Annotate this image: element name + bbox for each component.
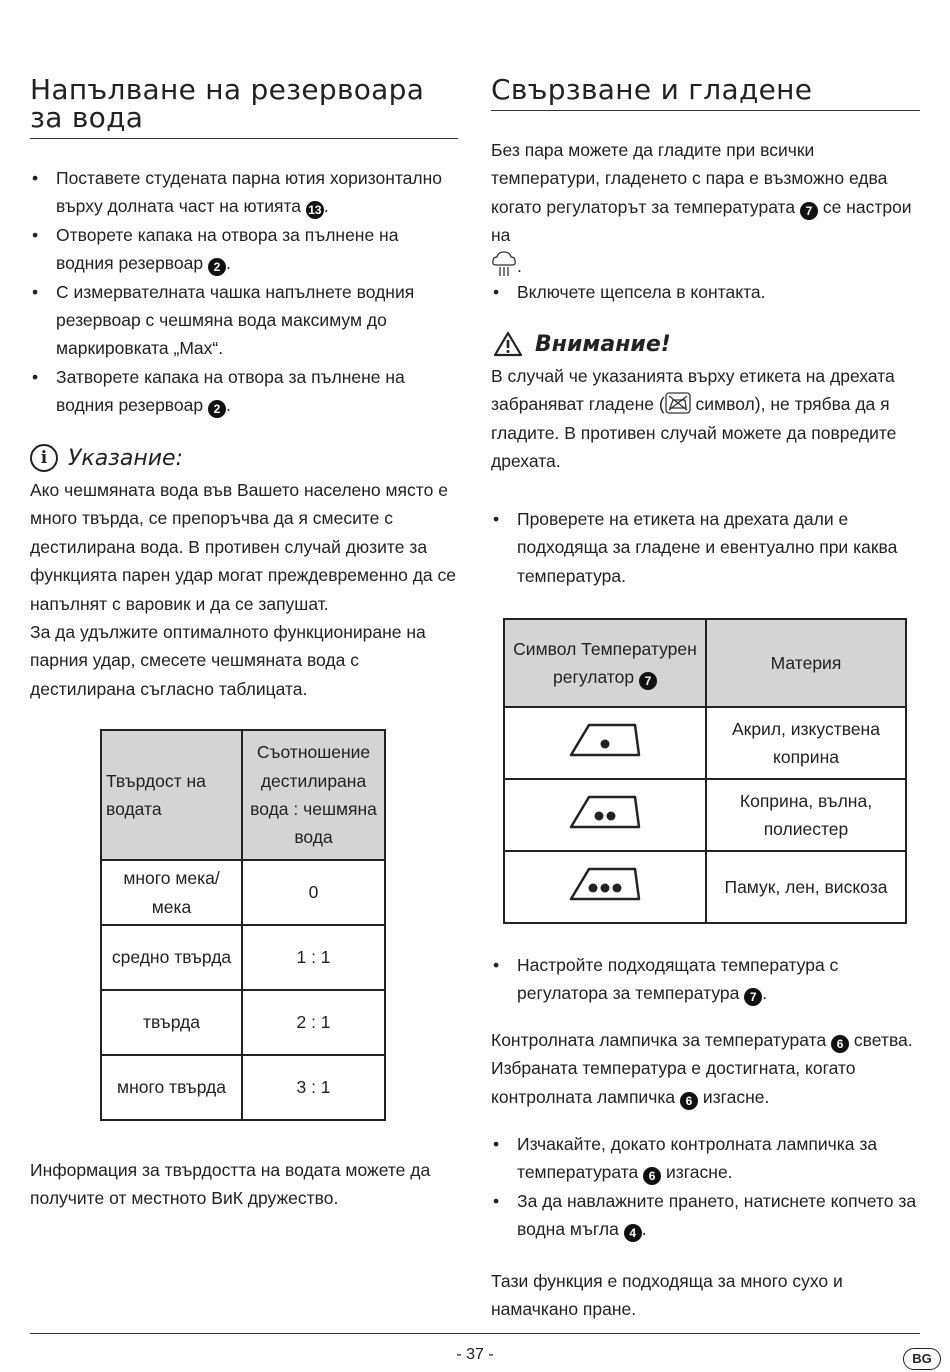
part-number-badge: 4 <box>624 1224 642 1242</box>
list-item: • Настройте подходящата температура с регулатора за температура 7 . <box>491 951 920 1008</box>
footer-divider <box>30 1333 920 1334</box>
part-number-badge: 2 <box>208 258 226 276</box>
table-row: твърда 2 : 1 <box>101 990 385 1055</box>
table-header-material: Материя <box>706 619 906 707</box>
iron-two-dots-icon <box>504 779 706 851</box>
page-number: - 37 - <box>456 1346 494 1363</box>
section-heading-filling: Напълване на резервоара за вода <box>30 76 458 139</box>
table-header-ratio: Съотношение дестилирана вода : чешмяна вода <box>242 730 385 860</box>
iron-one-dot-icon <box>504 707 706 779</box>
note-heading: i Указание: <box>30 444 183 472</box>
list-item: • Включете щепсела в контакта. <box>491 278 920 306</box>
list-item: • Изчакайте, докато контролната лампичка за температурата 6 изгасне. <box>491 1130 920 1187</box>
water-hardness-table <box>100 729 386 1121</box>
table-row: много твърда 3 : 1 <box>101 1055 385 1120</box>
set-temperature-list <box>491 951 920 1008</box>
language-badge: BG <box>903 1348 941 1370</box>
intro-paragraph: Без пара можете да гладите при всички температури, гладенето с пара е възможно едва когато регулаторът за температурата 7 се настрои на . <box>491 140 912 276</box>
warning-paragraph: В случай че указанията върху етикета на дрехата забраняват гладене ( символ), не трябва да я гладите. В противен случай можете да повредите дрехата. <box>491 366 897 472</box>
list-item: • Поставете студената парна ютия хоризонтално върху долната част на ютията 13 . <box>30 164 458 221</box>
table-header-symbol: Символ Температурен регулатор 7 <box>504 619 706 707</box>
part-number-badge: 7 <box>639 672 657 690</box>
steam-symbol-icon <box>491 250 517 278</box>
list-item: • Отворете капака на отвора за пълнене на водния резервоар 2 . <box>30 221 458 278</box>
warning-triangle-icon <box>493 331 523 357</box>
warning-heading: Внимание! <box>493 331 671 357</box>
part-number-badge: 7 <box>744 988 762 1006</box>
part-number-badge: 6 <box>831 1035 849 1053</box>
note-paragraph: Ако чешмяната вода във Вашето населено място е много твърда, се препоръчва да я смесите с дестилирана вода. В противен случай дюзите за функцията парен удар могат преждевременно да се напълнят с варовик и да се запушат. За да удължите оптималното функциониране на парния удар, смесете чешмяната вода с дестилирана съгласно таблицата. <box>30 480 456 699</box>
no-ironing-symbol-icon <box>665 392 691 414</box>
filling-steps-list <box>30 164 458 420</box>
temperature-table <box>503 618 907 924</box>
list-item: • Проверете на етикета на дрехата дали е подходяща за гладене и евентуално при каква температура. <box>491 505 920 590</box>
iron-three-dots-icon <box>504 851 706 923</box>
part-number-badge: 7 <box>800 202 818 220</box>
section-heading-ironing: Свързване и гладене <box>491 76 920 111</box>
list-item: • За да навлажните прането, натиснете копчето за водна мъгла 4 . <box>491 1187 920 1244</box>
list-item: • С измервателната чашка напълнете водния резервоар с чешмяна вода максимум до маркировката „Max“. <box>30 278 458 363</box>
part-number-badge: 13 <box>306 201 324 219</box>
table-row: средно твърда 1 : 1 <box>101 925 385 990</box>
lamp-paragraph: Контролната лампичка за температурата 6 светва. Избраната температура е достигната, когато контролната лампичка 6 изгасне. <box>491 1030 913 1108</box>
hardness-info-paragraph: Информация за твърдостта на водата можете да получите от местното ВиК дружество. <box>30 1160 431 1209</box>
table-row: Памук, лен, вискоза <box>504 851 906 923</box>
info-icon: i <box>30 444 58 472</box>
table-header-hardness: Твърдост на водата <box>101 730 242 860</box>
table-row: много мека/мека 0 <box>101 860 385 925</box>
part-number-badge: 6 <box>643 1167 661 1185</box>
check-label-list <box>491 505 920 590</box>
table-row: Коприна, вълна, полиестер <box>504 779 906 851</box>
table-row: Акрил, изкуствена коприна <box>504 707 906 779</box>
list-item: • Затворете капака на отвора за пълнене на водния резервоар 2 . <box>30 363 458 420</box>
part-number-badge: 6 <box>680 1092 698 1110</box>
part-number-badge: 2 <box>208 400 226 418</box>
final-steps-list <box>491 1130 920 1244</box>
closing-paragraph: Тази функция е подходяща за много сухо и намачкано пране. <box>491 1271 843 1320</box>
plug-step-list <box>491 278 920 306</box>
